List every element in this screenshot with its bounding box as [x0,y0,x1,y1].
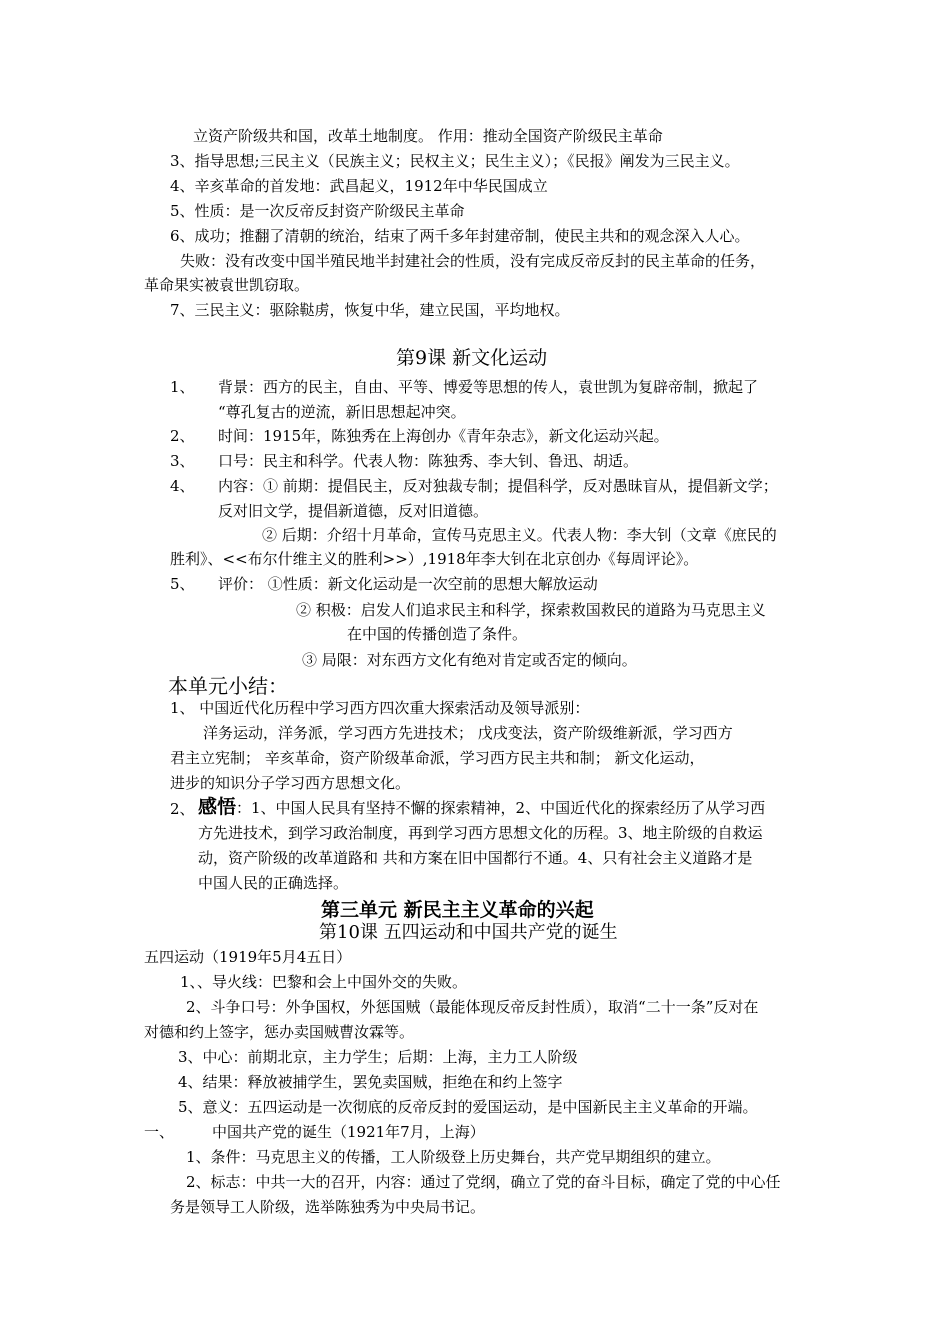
lesson9-item1-line-b: “尊孔复古的逆流，新旧思想起冲突。 [218,403,466,421]
lesson9-item5-line-b: ② 积极：启发人们追求民主和科学，探索救国救民的道路为马克思主义 [296,601,766,619]
lesson9-item1-number: 1、 [170,378,195,396]
lesson9-item5-line-d: ③ 局限：对东西方文化有绝对肯定或否定的倾向。 [302,651,637,669]
xinhai-line-2: 3、指导思想;三民主义（民族主义；民权主义；民生主义）；《民报》阐发为三民主义。 [170,152,740,170]
summary-item2-line-c: 动，资产阶级的改革道路和 共和方案在旧中国都行不通。4、只有社会主义道路才是 [198,849,753,867]
summary-item2-line-d: 中国人民的正确选择。 [198,874,349,892]
insight-heading: 感悟 [198,796,237,818]
xinhai-line-4: 5、性质：是一次反帝反封资产阶级民主革命 [170,202,465,220]
lesson9-item4-line-d: 胜利》、<<布尔什维主义的胜利>>）,1918年李大钊在北京创办《每周评论》。 [170,550,699,568]
cpc-item-2-line-a: 2、标志：中共一大的召开，内容：通过了党纲，确立了党的奋斗目标，确定了党的中心任 [186,1173,781,1191]
lesson9-item5-line-a: 评价： ①性质：新文化运动是一次空前的思想大解放运动 [218,575,598,593]
may4-item-2-line-b: 对德和约上签字，惩办卖国贼曹汝霖等。 [144,1023,415,1041]
lesson9-item5-number: 5、 [170,575,195,593]
xinhai-line-6: 失败：没有改变中国半殖民地半封建社会的性质，没有完成反帝反封的民主革命的任务， [180,252,766,270]
lesson9-title: 第9课 新文化运动 [396,347,548,369]
may4-item-5: 5、意义：五四运动是一次彻底的反帝反封的爱国运动，是中国新民主主义革命的开端。 [178,1098,758,1116]
summary-item2-line-b: 方先进技术，到学习政治制度，再到学习西方思想文化的历程。3、地主阶级的自救运 [198,824,763,842]
xinhai-line-8: 7、三民主义：驱除鞑虏，恢复中华，建立民国，平均地权。 [170,301,570,319]
may4-heading: 五四运动（1919年5月4五日） [144,948,352,966]
summary-item2-line-a [198,796,765,819]
cpc-heading: 中国共产党的诞生（1921年7月，上海） [212,1123,485,1141]
summary-line-4: 进步的知识分子学习西方思想文化。 [170,774,411,792]
may4-item-1: 1、、导火线：巴黎和会上中国外交的失败。 [180,973,468,991]
cpc-item-1: 1、条件：马克思主义的传播，工人阶级登上历史舞台，共产党早期组织的建立。 [186,1148,721,1166]
summary-line-2: 洋务运动，洋务派，学习西方先进技术； 戊戌变法，资产阶级维新派，学习西方 [203,724,733,742]
xinhai-line-7: 革命果实被袁世凯窃取。 [144,276,310,294]
lesson10-title: 第10课 五四运动和中国共产党的诞生 [319,922,618,943]
cpc-number: 一、 [144,1123,175,1141]
unit3-title: 第三单元 新民主主义革命的兴起 [321,899,594,921]
may4-item-2-line-a: 2、斗争口号：外争国权，外惩国贼（最能体现反帝反封性质），取消“二十一条”反对在 [186,998,759,1016]
xinhai-line-3: 4、辛亥革命的首发地：武昌起义，1912年中华民国成立 [170,177,548,195]
xinhai-line-5: 6、成功；推翻了清朝的统治，结束了两千多年封建帝制，使民主共和的观念深入人心。 [170,227,750,245]
lesson9-item4-line-a: 内容：① 前期：提倡民主，反对独裁专制；提倡科学，反对愚昧盲从，提倡新文学； [218,477,778,495]
summary-line-1: 1、 中国近代化历程中学习西方四次重大探索活动及领导派别： [170,699,590,717]
lesson9-item4-number: 4、 [170,477,195,495]
lesson9-item5-line-c: 在中国的传播创造了条件。 [347,625,528,643]
lesson9-item4-line-b: 反对旧文学，提倡新道德，反对旧道德。 [218,502,489,520]
may4-item-3: 3、中心：前期北京，主力学生；后期：上海，主力工人阶级 [178,1048,578,1066]
summary-item2-number: 2、 [170,800,195,818]
insight-text: ：1、中国人民具有坚持不懈的探索精神，2、中国近代化的探索经历了从学习西 [236,799,766,817]
xinhai-line-1: 立资产阶级共和国，改革土地制度。 作用：推动全国资产阶级民主革命 [193,127,663,145]
may4-item-4: 4、结果：释放被捕学生，罢免卖国贼，拒绝在和约上签字 [178,1073,563,1091]
lesson9-item3: 口号：民主和科学。代表人物：陈独秀、李大钊、鲁迅、胡适。 [218,452,639,470]
lesson9-item4-line-c: ② 后期：介绍十月革命，宣传马克思主义。代表人物：李大钊（文章《庶民的 [262,526,777,544]
lesson9-item2: 时间：1915年，陈独秀在上海创办《青年杂志》，新文化运动兴起。 [218,427,669,445]
summary-title: 本单元小结： [168,674,288,698]
summary-line-3: 君主立宪制； 辛亥革命，资产阶级革命派，学习西方民主共和制； 新文化运动， [170,749,705,767]
lesson9-item2-number: 2、 [170,427,195,445]
lesson9-item1-line-a: 背景：西方的民主，自由、平等、博爱等思想的传人，袁世凯为复辟帝制，掀起了 [218,378,759,396]
lesson9-item3-number: 3、 [170,452,195,470]
cpc-item-2-line-b: 务是领导工人阶级，选举陈独秀为中央局书记。 [170,1198,486,1216]
